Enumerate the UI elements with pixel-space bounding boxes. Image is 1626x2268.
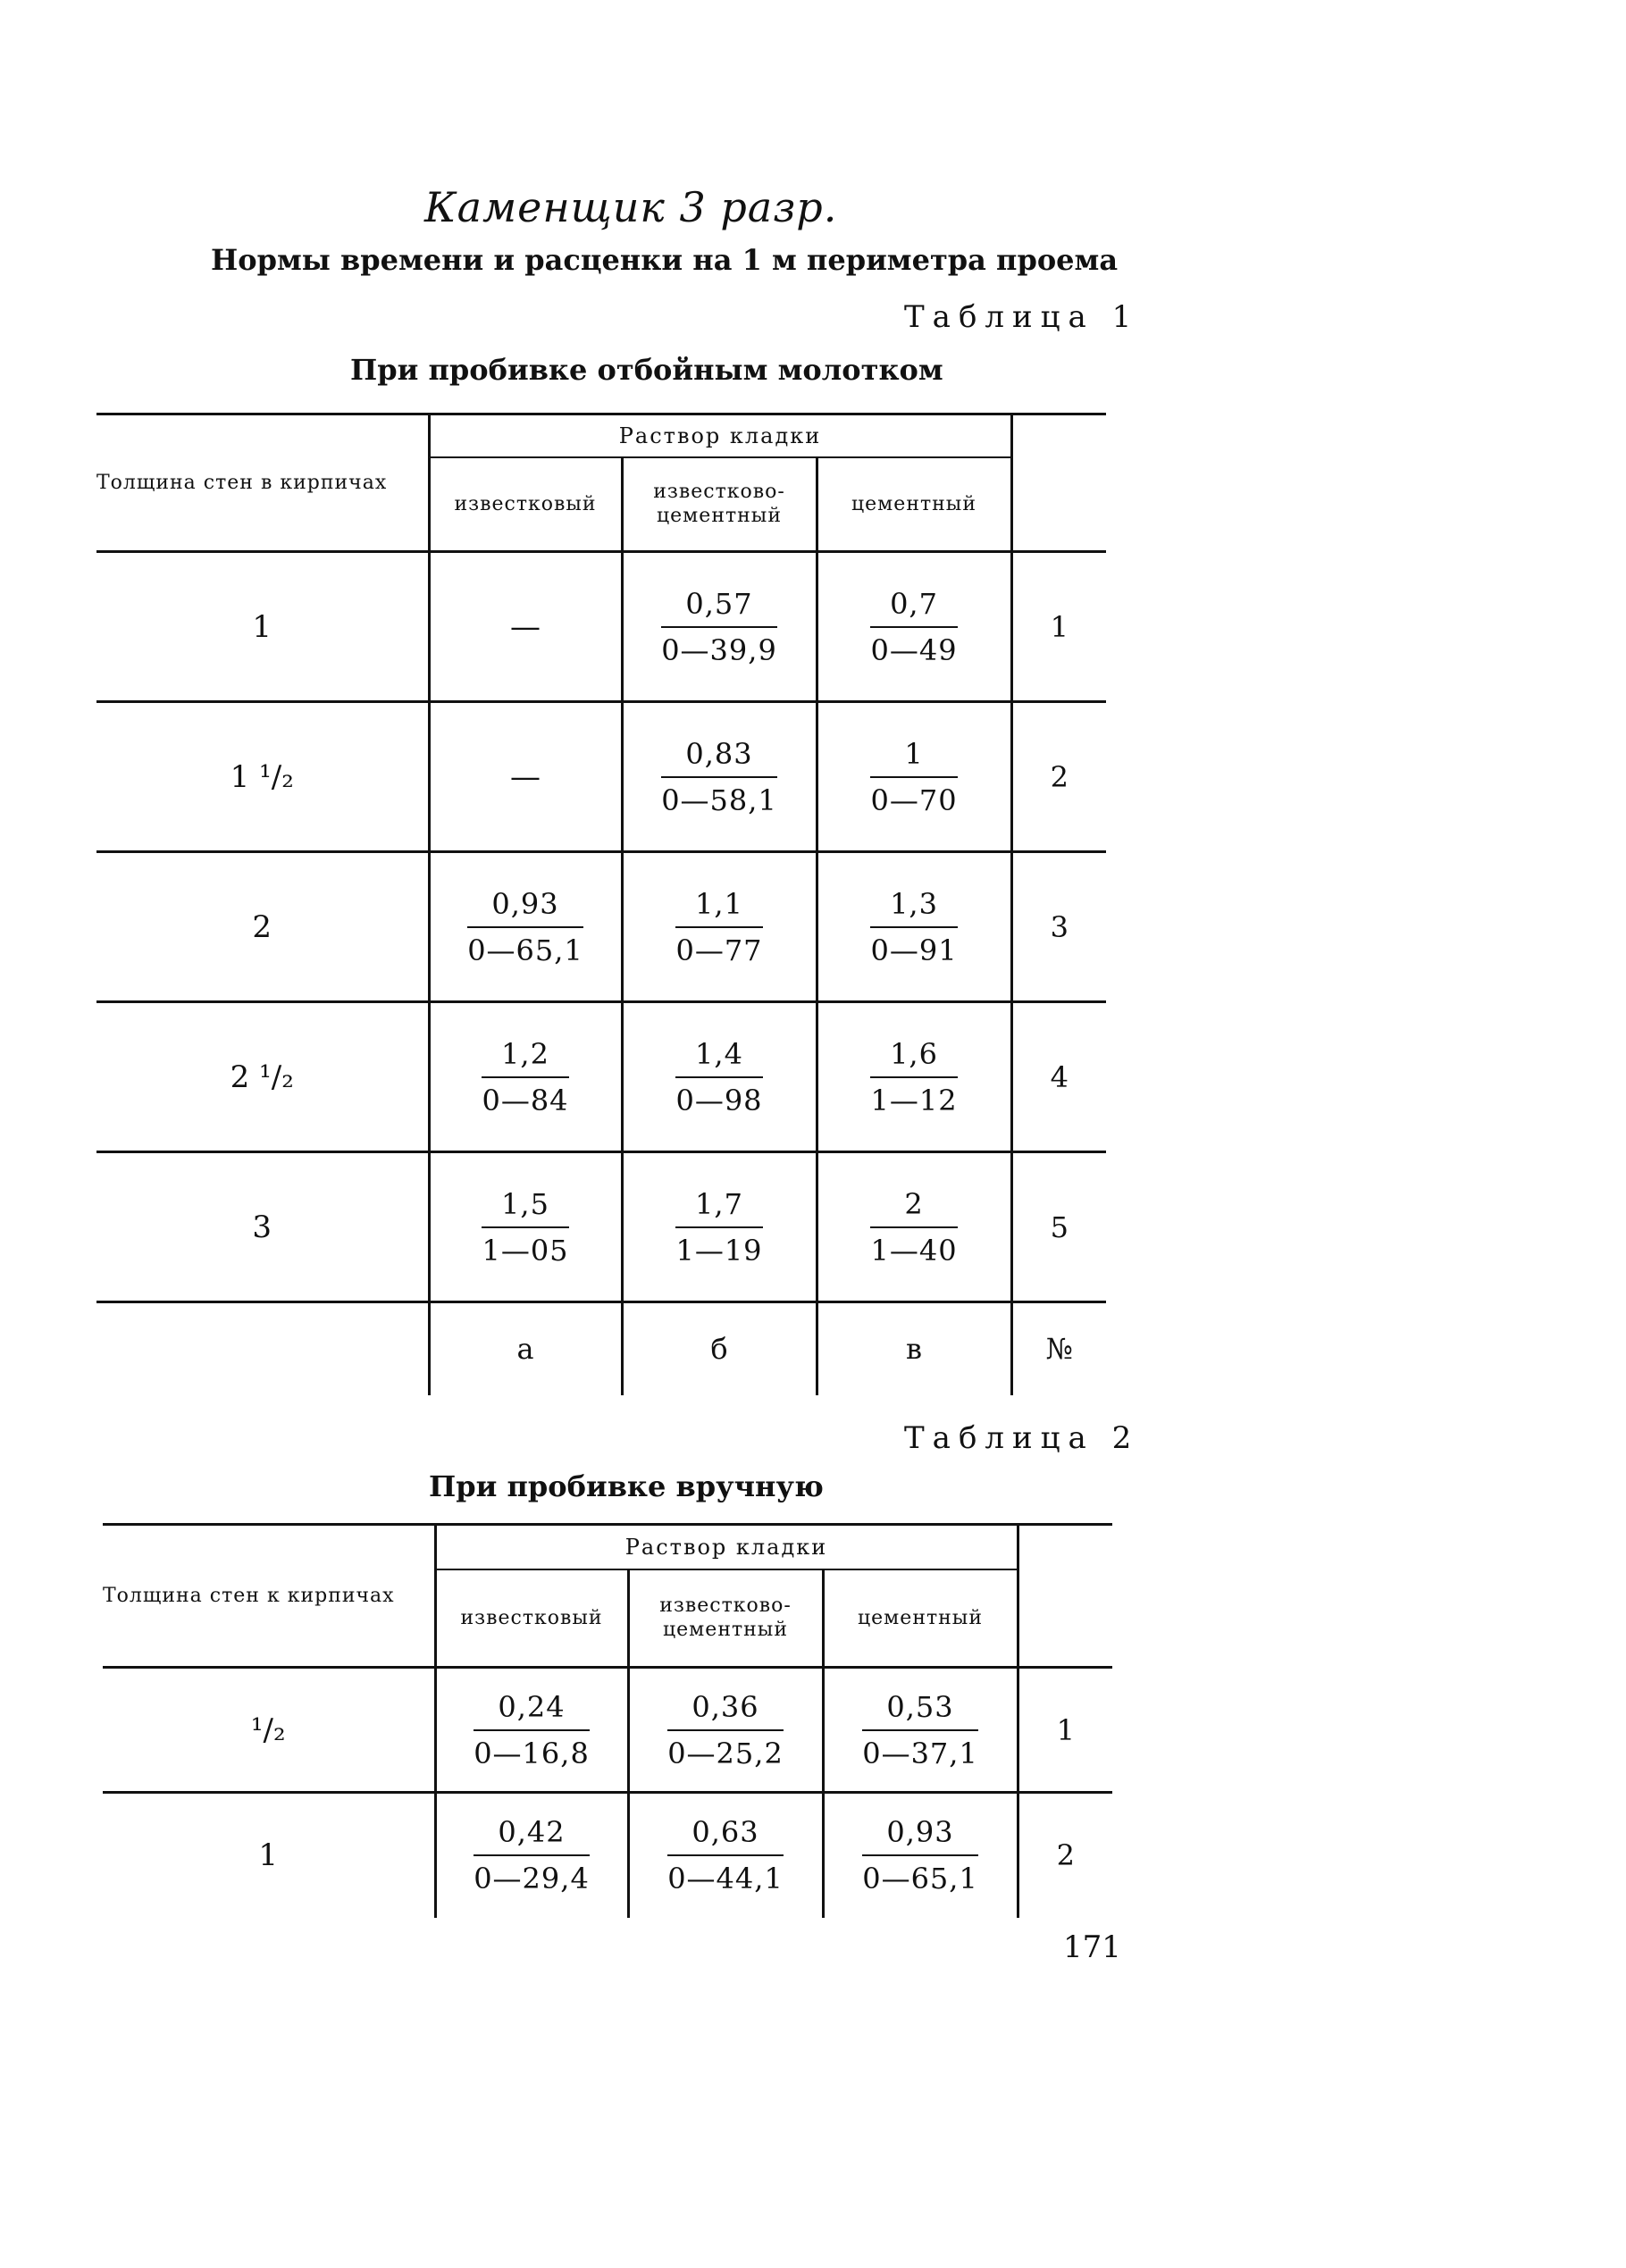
price: 0—16,8 [474, 1736, 590, 1770]
price: 0—70 [870, 783, 958, 817]
rate-fraction [667, 1690, 784, 1770]
price: 0—29,4 [474, 1862, 590, 1896]
time-norm: 1,3 [870, 887, 957, 928]
price: 0—98 [675, 1083, 763, 1117]
time-norm: 0,36 [667, 1690, 784, 1731]
rate-fraction [675, 887, 762, 967]
table1 [96, 413, 1106, 1395]
price: 0—58,1 [661, 783, 777, 817]
heading-role: Каменщик 3 разр. [424, 183, 838, 231]
table2 [103, 1523, 1112, 1918]
col-key-c: в [817, 1302, 1011, 1395]
table2-group-header: Раствор кладки [435, 1525, 1018, 1569]
row-number: 2 [1011, 702, 1106, 852]
price: 0—25,2 [667, 1736, 784, 1770]
rate-fraction [467, 887, 583, 967]
rate-fraction [667, 1815, 784, 1896]
time-norm: 0,83 [661, 737, 777, 778]
time-norm: 0,53 [862, 1690, 978, 1731]
heading-norms: Нормы времени и расценки на 1 м периметра проема [211, 243, 1119, 277]
time-norm: 1,5 [482, 1187, 568, 1228]
rate-fraction [862, 1690, 978, 1770]
price: 1—12 [870, 1083, 958, 1117]
price: 0—91 [870, 933, 958, 967]
time-norm: 0,63 [667, 1815, 784, 1856]
row-label: 2 ¹/₂ [230, 1059, 294, 1095]
price: 0—44,1 [667, 1862, 784, 1896]
time-norm: 2 [870, 1187, 957, 1228]
time-norm: 0,57 [661, 587, 777, 628]
table1-col-a: известковый [429, 457, 622, 552]
row-label: 1 [252, 608, 272, 645]
table-footer-row [96, 1302, 1106, 1395]
time-norm: 0,24 [474, 1690, 590, 1731]
time-norm: 1,7 [675, 1187, 762, 1228]
table-row [96, 1002, 1106, 1152]
table2-label: Таблица 2 [904, 1420, 1140, 1456]
table1-subtitle: При пробивке отбойным молотком [350, 353, 943, 387]
price: 0—65,1 [862, 1862, 978, 1896]
table-row [103, 1668, 1112, 1793]
rate-fraction [870, 587, 957, 667]
page-number: 171 [1063, 1929, 1121, 1965]
rate-fraction [482, 1187, 568, 1268]
time-norm: 1,4 [675, 1037, 762, 1078]
price: 0—65,1 [467, 933, 583, 967]
col-key-a: а [429, 1302, 622, 1395]
time-norm: 1 [870, 737, 957, 778]
rate-fraction [661, 737, 777, 817]
price: 0—37,1 [862, 1736, 978, 1770]
rate-fraction [675, 1187, 762, 1268]
time-norm: 0,93 [862, 1815, 978, 1856]
rate-fraction [870, 1187, 957, 1268]
table2-col-a: известковый [435, 1569, 628, 1668]
row-label: ¹/₂ [250, 1711, 286, 1748]
price: 0—39,9 [661, 632, 777, 667]
table-row [96, 702, 1106, 852]
time-norm: 0,93 [467, 887, 583, 928]
row-number: 1 [1011, 552, 1106, 702]
row-number: 3 [1011, 852, 1106, 1002]
row-number: 1 [1018, 1668, 1112, 1793]
table2-col-label: Толщина стен к кирпичах [103, 1585, 395, 1607]
rate-fraction [474, 1690, 590, 1770]
empty-dash: — [510, 758, 541, 795]
price: 0—49 [870, 632, 958, 667]
rate-fraction [474, 1815, 590, 1896]
row-label: 1 ¹/₂ [230, 758, 294, 795]
time-norm: 1,1 [675, 887, 762, 928]
table2-col-b: известково-цементный [628, 1569, 823, 1668]
rate-fraction [870, 887, 957, 967]
col-key-b: б [622, 1302, 817, 1395]
rate-fraction [675, 1037, 762, 1117]
empty-dash: — [510, 608, 541, 645]
rate-fraction [482, 1037, 568, 1117]
time-norm: 1,2 [482, 1037, 568, 1078]
rate-fraction [870, 1037, 957, 1117]
price: 1—40 [870, 1233, 958, 1268]
table1-col-b: известково-цементный [622, 457, 817, 552]
rate-fraction [661, 587, 777, 667]
price: 1—19 [675, 1233, 763, 1268]
table1-col-label: Толщина стен в кирпичах [96, 472, 388, 494]
time-norm: 0,7 [870, 587, 957, 628]
table-row [103, 1793, 1112, 1918]
table2-subtitle: При пробивке вручную [429, 1469, 824, 1503]
price: 0—84 [482, 1083, 569, 1117]
rate-fraction [870, 737, 957, 817]
table-row [96, 552, 1106, 702]
row-number: 4 [1011, 1002, 1106, 1152]
time-norm: 1,6 [870, 1037, 957, 1078]
table2-col-c: цементный [823, 1569, 1018, 1668]
footer-blank [96, 1302, 429, 1395]
row-number: 5 [1011, 1152, 1106, 1302]
table1-label: Таблица 1 [904, 299, 1140, 335]
row-label: 1 [258, 1837, 279, 1874]
table1-header-blank [1011, 414, 1106, 552]
rate-fraction [862, 1815, 978, 1896]
row-label: 2 [252, 908, 272, 945]
table-row [96, 852, 1106, 1002]
col-key-number: № [1011, 1302, 1106, 1395]
table-row [96, 1152, 1106, 1302]
price: 0—77 [675, 933, 763, 967]
time-norm: 0,42 [474, 1815, 590, 1856]
table1-group-header: Раствор кладки [429, 414, 1011, 457]
price: 1—05 [482, 1233, 569, 1268]
row-label: 3 [252, 1209, 272, 1245]
table2-header-blank [1018, 1525, 1112, 1668]
table1-col-c: цементный [817, 457, 1011, 552]
row-number: 2 [1018, 1793, 1112, 1918]
